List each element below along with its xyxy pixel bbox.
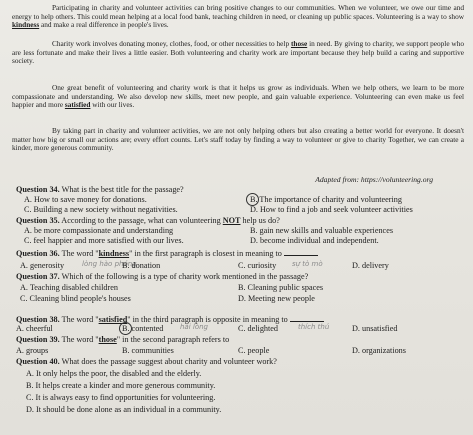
paragraph-3: One great benefit of volunteering and charity work is that it helps us grow as individuals. When we help others, we learn to be more compassionate and understanding. We also develop new skills, meet new people, and gain valuable experience. Volunteering can even make us feel happier and more satisfied with our lives. [12,83,464,109]
q38-answer-circle [119,322,132,335]
q39-option-d[interactable]: D. organizations [352,346,406,355]
question-38: Question 38. The word "satisfied" in the third paragraph is opposite in meaning to [16,314,324,324]
question-34: Question 34. What is the best title for the passage? [16,185,184,194]
q38-blank [290,314,324,322]
paragraph-4: By taking part in charity and volunteer activities, we are not only helping others but also creating a better world for everyone. It doesn't matter how big or small our actions are; every effort counts. Let's staff today by finding a way to volunteer or give to charity Together, we can create a kinder, more generous community. [12,126,464,152]
q36-handwritten-note-c: sự tò mò [292,260,323,268]
q37-option-c[interactable]: C. Cleaning blind people's houses [20,294,131,303]
q40-option-a[interactable]: A. It only helps the poor, the disabled and the elderly. [26,369,202,378]
q38-option-c[interactable]: C. delighted [238,324,279,333]
question-35: Question 35. According to the passage, what can volunteering NOT help us do? [16,216,280,225]
question-37: Question 37. Which of the following is a type of charity work mentioned in the passage? [16,272,309,281]
q38-handwritten-note-c: thích thú [298,323,330,331]
q36-handwritten-note-a: lòng hào phóng [82,260,137,268]
q35-option-c[interactable]: C. feel happier and more satisfied with our lives. [24,236,184,245]
q34-option-c[interactable]: C. Building a new society without negativities. [24,205,178,214]
q38-option-d[interactable]: D. unsatisfied [352,324,398,333]
q34-option-b[interactable]: B. The importance of charity and volunteering [250,195,402,204]
keyword-those: those [290,39,308,48]
q37-option-a[interactable]: A. Teaching disabled children [20,283,118,292]
q36-option-b[interactable]: B. donation [122,261,161,270]
keyword-satisfied: satisfied [64,100,91,109]
q40-option-c[interactable]: C. It is always easy to find opportunities for volunteering. [26,393,216,402]
q36-blank [284,248,318,256]
q38-option-b[interactable]: B. contented [122,324,164,333]
question-36: Question 36. The word "kindness" in the first paragraph is closest in meaning to [16,248,318,258]
q39-option-a[interactable]: A. groups [16,346,49,355]
paragraph-2: Charity work involves donating money, clothes, food, or other necessities to help those in need. By giving to charity, we support people who are less fortunate and make their lives a little easier. Both volunteering and charity work are important because they help build a caring and supportive society. [12,39,464,65]
q40-option-b[interactable]: B. It helps create a kinder and more generous community. [26,381,216,390]
q36-option-a[interactable]: A. generosity [20,261,65,270]
source-citation: Adapted from: https://volunteering.org [315,175,433,184]
q39-option-c[interactable]: C. people [238,346,270,355]
question-39: Question 39. The word "those" in the second paragraph refers to [16,335,230,344]
q37-option-b[interactable]: B. Cleaning public spaces [238,283,324,292]
q38-option-a[interactable]: A. cheerful [16,324,53,333]
q34-option-d[interactable]: D. How to find a job and seek volunteer activities [250,205,413,214]
q37-option-d[interactable]: D. Meeting new people [238,294,315,303]
q36-option-c[interactable]: C. curiosity [238,261,277,270]
q38-handwritten-note-b: hài lòng [180,323,209,331]
q40-option-d[interactable]: D. It should be done alone as an individual in a community. [26,405,222,414]
q35-option-a[interactable]: A. be more compassionate and understanding [24,226,174,235]
q36-option-d[interactable]: D. delivery [352,261,389,270]
question-40: Question 40. What does the passage suggest about charity and volunteer work? [16,357,277,366]
q39-option-b[interactable]: B. communities [122,346,174,355]
q34-option-a[interactable]: A. How to save money for donations. [24,195,147,204]
keyword-kindness: kindness [12,20,40,29]
q35-option-d[interactable]: D. become individual and independent. [250,236,379,245]
q35-option-b[interactable]: B. gain new skills and valuable experiences [250,226,394,235]
paragraph-1: Participating in charity and volunteer activities can bring positive changes to our communities. When we volunteer, we owe our time and energy to help others. This could mean helping at a local food bank, teaching children in need, or cleaning up public spaces. Volunteering is a way to show kindness and make a real difference in people's lives. [12,3,464,29]
